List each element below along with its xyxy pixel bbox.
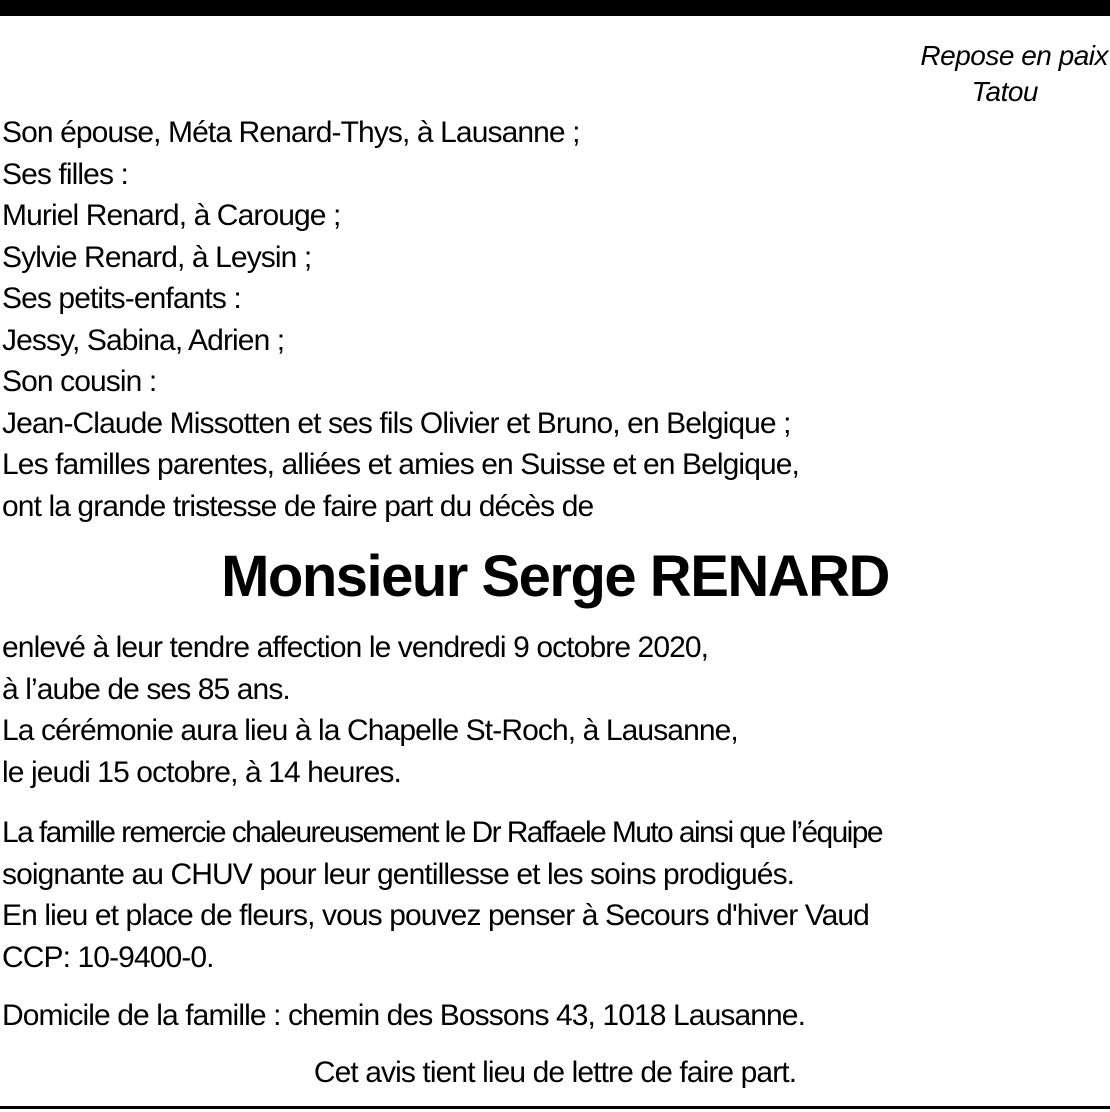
death-detail-line: La cérémonie aura lieu à la Chapelle St-Roch, à Lausanne,	[2, 714, 738, 747]
deceased-name: Monsieur Serge RENARD	[221, 544, 889, 609]
epigraph-line: Repose en paix	[920, 40, 1108, 71]
epigraph-line: Tatou	[971, 76, 1038, 107]
death-detail-line: le jeudi 15 octobre, à 14 heures.	[2, 755, 401, 789]
family-line: Son cousin :	[2, 365, 157, 398]
family-line: Jean-Claude Missotten et ses fils Olivier et Bruno, en Belgique ;	[2, 406, 791, 440]
thanks-line: CCP: 10-9400-0.	[2, 940, 214, 974]
family-line: Son épouse, Méta Renard-Thys, à Lausanne ;	[2, 116, 580, 149]
family-line: Ses petits-enfants :	[2, 282, 241, 315]
death-detail-line: à l’aube de ses 85 ans.	[2, 672, 290, 706]
top-border-rule	[0, 0, 1110, 16]
family-line: Ses filles :	[2, 157, 128, 191]
family-line: Jessy, Sabina, Adrien ;	[2, 323, 285, 357]
family-line: Muriel Renard, à Carouge ;	[2, 199, 341, 232]
death-details	[2, 627, 1110, 793]
family-line: ont la grande tristesse de faire part du décès de	[2, 489, 594, 523]
thanks-line: soignante au CHUV pour leur gentillesse et les soins prodigués.	[2, 857, 795, 891]
family-line: Les familles parentes, alliées et amies en Suisse et en Belgique,	[2, 448, 799, 481]
family-line: Sylvie Renard, à Leysin ;	[2, 240, 312, 274]
thanks-line: En lieu et place de fleurs, vous pouvez penser à Secours d'hiver Vaud	[2, 899, 869, 932]
thanks-paragraph	[2, 812, 1110, 978]
address-line: Domicile de la famille : chemin des Bossons 43, 1018 Lausanne.	[2, 999, 806, 1032]
closing-note: Cet avis tient lieu de lettre de faire part.	[313, 1056, 797, 1089]
bottom-border-rule	[0, 1106, 1110, 1109]
family-list	[2, 112, 1110, 527]
death-detail-line: enlevé à leur tendre affection le vendredi 9 octobre 2020,	[2, 631, 709, 664]
epigraph	[808, 38, 1108, 110]
family-address	[2, 995, 1110, 1037]
thanks-line: La famille remercie chaleureusement le Dr Raffaele Muto ainsi que l’équipe	[2, 816, 882, 849]
